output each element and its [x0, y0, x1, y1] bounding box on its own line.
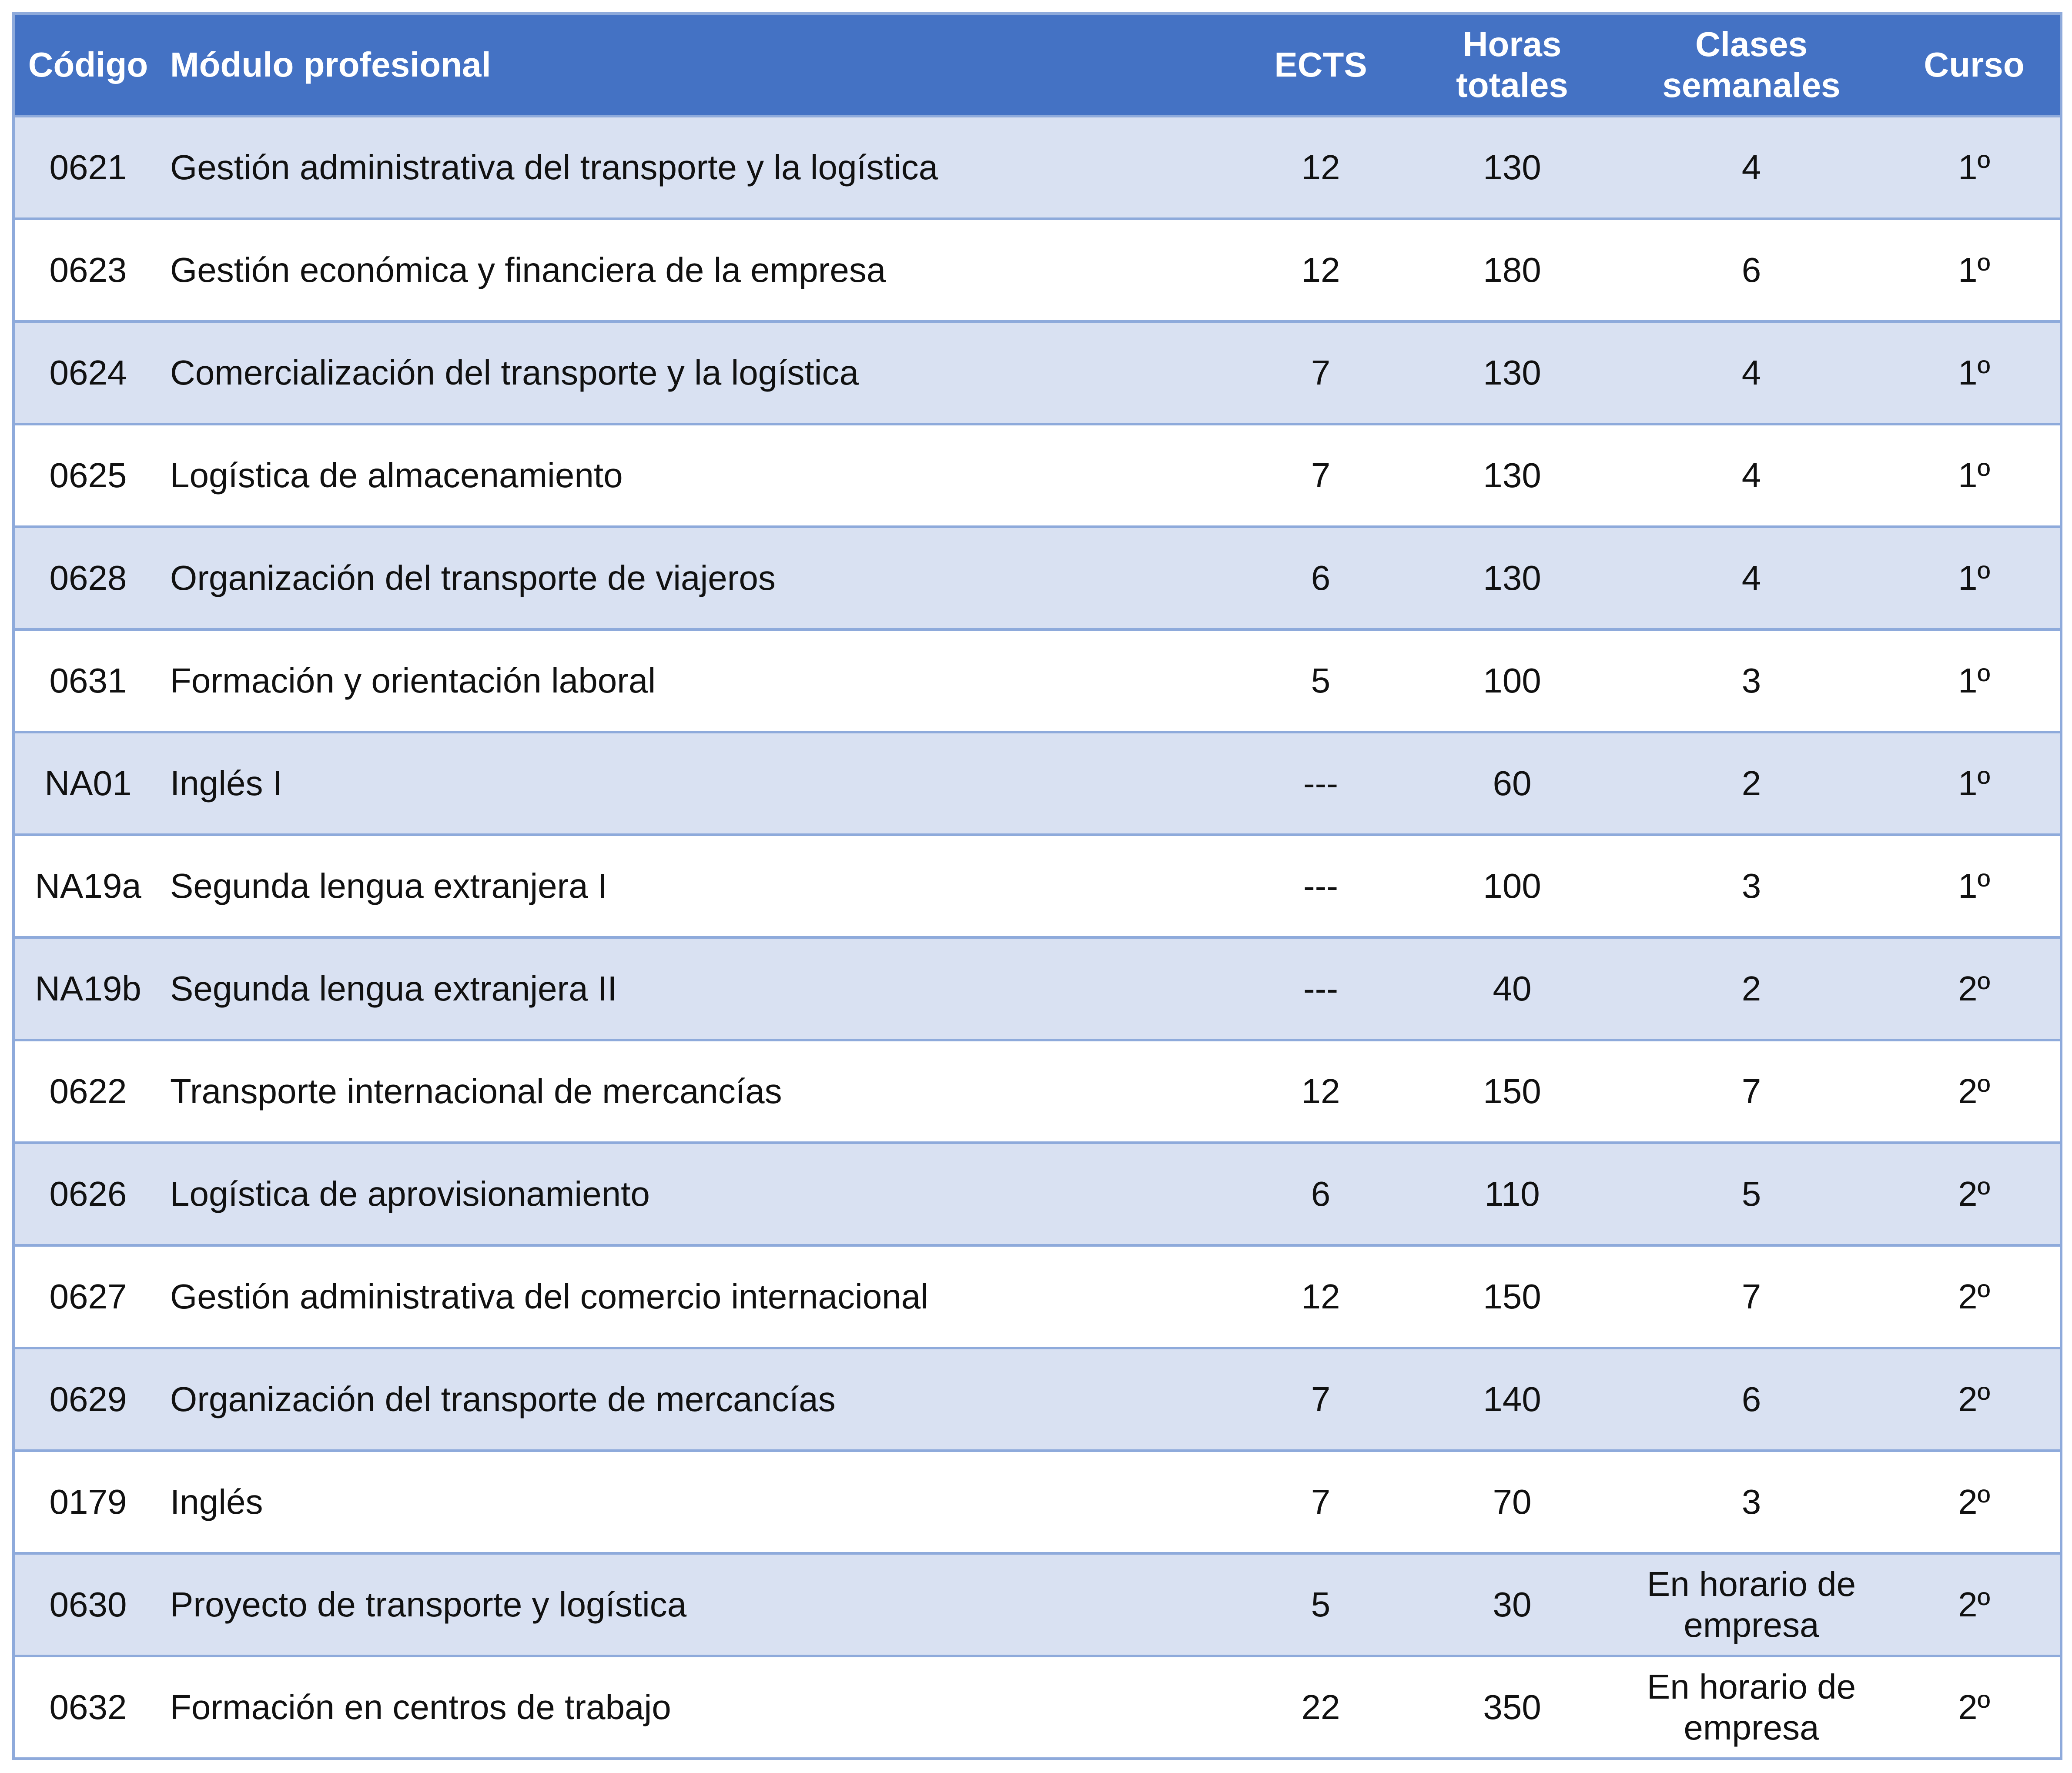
cell-ects: 5 — [1232, 629, 1410, 732]
cell-ects: 12 — [1232, 219, 1410, 321]
cell-curso: 1º — [1888, 116, 2061, 219]
cell-ects: 7 — [1232, 1451, 1410, 1553]
table-row — [13, 1553, 2061, 1656]
cell-module: Transporte internacional de mercancías — [161, 1040, 1232, 1143]
table-row — [13, 835, 2061, 937]
header-module: Módulo profesional — [161, 13, 1232, 116]
cell-code: NA19b — [13, 937, 161, 1040]
cell-module: Gestión administrativa del comercio internacional — [161, 1245, 1232, 1348]
cell-module: Proyecto de transporte y logística — [161, 1553, 1232, 1656]
cell-ects: 6 — [1232, 1143, 1410, 1245]
cell-code: 0622 — [13, 1040, 161, 1143]
cell-clases: 3 — [1614, 1451, 1888, 1553]
cell-curso: 1º — [1888, 732, 2061, 835]
cell-module: Formación en centros de trabajo — [161, 1656, 1232, 1759]
cell-clases: 4 — [1614, 116, 1888, 219]
table-row — [13, 1143, 2061, 1245]
cell-ects: 12 — [1232, 116, 1410, 219]
table-header — [13, 13, 2061, 116]
cell-code: 0626 — [13, 1143, 161, 1245]
cell-ects: 12 — [1232, 1245, 1410, 1348]
cell-module: Segunda lengua extranjera I — [161, 835, 1232, 937]
cell-clases: 2 — [1614, 732, 1888, 835]
cell-horas: 130 — [1410, 527, 1614, 629]
cell-clases: 3 — [1614, 629, 1888, 732]
table-row — [13, 321, 2061, 424]
cell-clases: 7 — [1614, 1245, 1888, 1348]
cell-horas: 130 — [1410, 321, 1614, 424]
cell-curso: 2º — [1888, 1553, 2061, 1656]
cell-code: 0625 — [13, 424, 161, 527]
cell-horas: 130 — [1410, 116, 1614, 219]
header-horas: Horas totales — [1410, 13, 1614, 116]
cell-horas: 140 — [1410, 1348, 1614, 1451]
modules-table-container — [12, 12, 2060, 1759]
cell-ects: 22 — [1232, 1656, 1410, 1759]
cell-horas: 180 — [1410, 219, 1614, 321]
cell-code: 0629 — [13, 1348, 161, 1451]
cell-horas: 150 — [1410, 1245, 1614, 1348]
table-row — [13, 1348, 2061, 1451]
cell-code: 0621 — [13, 116, 161, 219]
table-row — [13, 1040, 2061, 1143]
table-row — [13, 1245, 2061, 1348]
cell-curso: 2º — [1888, 1656, 2061, 1759]
cell-horas: 70 — [1410, 1451, 1614, 1553]
cell-ects: --- — [1232, 732, 1410, 835]
cell-module: Inglés I — [161, 732, 1232, 835]
cell-horas: 100 — [1410, 629, 1614, 732]
cell-ects: --- — [1232, 835, 1410, 937]
cell-clases: 4 — [1614, 321, 1888, 424]
cell-code: NA19a — [13, 835, 161, 937]
cell-horas: 30 — [1410, 1553, 1614, 1656]
cell-horas: 100 — [1410, 835, 1614, 937]
cell-clases: En horario de empresa — [1614, 1553, 1888, 1656]
cell-curso: 1º — [1888, 424, 2061, 527]
cell-code: 0623 — [13, 219, 161, 321]
cell-ects: 7 — [1232, 321, 1410, 424]
header-clases: Clases semanales — [1614, 13, 1888, 116]
cell-code: 0624 — [13, 321, 161, 424]
cell-code: 0630 — [13, 1553, 161, 1656]
cell-code: 0627 — [13, 1245, 161, 1348]
cell-curso: 2º — [1888, 1451, 2061, 1553]
cell-clases: 6 — [1614, 219, 1888, 321]
cell-code: 0632 — [13, 1656, 161, 1759]
cell-ects: 6 — [1232, 527, 1410, 629]
cell-code: 0631 — [13, 629, 161, 732]
cell-curso: 2º — [1888, 1245, 2061, 1348]
table-row — [13, 732, 2061, 835]
cell-clases: 3 — [1614, 835, 1888, 937]
cell-curso: 1º — [1888, 527, 2061, 629]
cell-horas: 150 — [1410, 1040, 1614, 1143]
cell-code: NA01 — [13, 732, 161, 835]
cell-clases: 2 — [1614, 937, 1888, 1040]
cell-module: Comercialización del transporte y la logística — [161, 321, 1232, 424]
cell-horas: 60 — [1410, 732, 1614, 835]
table-row — [13, 219, 2061, 321]
cell-clases: 4 — [1614, 424, 1888, 527]
cell-ects: 7 — [1232, 424, 1410, 527]
table-body — [13, 116, 2061, 1759]
header-curso: Curso — [1888, 13, 2061, 116]
cell-module: Organización del transporte de viajeros — [161, 527, 1232, 629]
cell-curso: 2º — [1888, 937, 2061, 1040]
table-row — [13, 1451, 2061, 1553]
cell-horas: 110 — [1410, 1143, 1614, 1245]
table-row — [13, 116, 2061, 219]
cell-curso: 2º — [1888, 1040, 2061, 1143]
cell-ects: --- — [1232, 937, 1410, 1040]
cell-curso: 1º — [1888, 321, 2061, 424]
cell-module: Gestión económica y financiera de la empresa — [161, 219, 1232, 321]
cell-module: Gestión administrativa del transporte y la logística — [161, 116, 1232, 219]
cell-horas: 130 — [1410, 424, 1614, 527]
cell-module: Formación y orientación laboral — [161, 629, 1232, 732]
table-row — [13, 1656, 2061, 1759]
header-ects: ECTS — [1232, 13, 1410, 116]
cell-clases: 4 — [1614, 527, 1888, 629]
cell-code: 0628 — [13, 527, 161, 629]
cell-clases: 6 — [1614, 1348, 1888, 1451]
cell-curso: 1º — [1888, 219, 2061, 321]
cell-curso: 1º — [1888, 835, 2061, 937]
cell-code: 0179 — [13, 1451, 161, 1553]
cell-horas: 40 — [1410, 937, 1614, 1040]
cell-clases: 5 — [1614, 1143, 1888, 1245]
table-row — [13, 629, 2061, 732]
cell-module: Segunda lengua extranjera II — [161, 937, 1232, 1040]
cell-curso: 2º — [1888, 1348, 2061, 1451]
cell-curso: 2º — [1888, 1143, 2061, 1245]
cell-ects: 12 — [1232, 1040, 1410, 1143]
cell-ects: 5 — [1232, 1553, 1410, 1656]
table-row — [13, 527, 2061, 629]
cell-module: Organización del transporte de mercancías — [161, 1348, 1232, 1451]
cell-horas: 350 — [1410, 1656, 1614, 1759]
table-row — [13, 424, 2061, 527]
cell-module: Inglés — [161, 1451, 1232, 1553]
cell-curso: 1º — [1888, 629, 2061, 732]
cell-module: Logística de aprovisionamiento — [161, 1143, 1232, 1245]
header-row — [13, 13, 2061, 116]
header-code: Código — [13, 13, 161, 116]
modules-table — [12, 12, 2062, 1760]
cell-ects: 7 — [1232, 1348, 1410, 1451]
cell-clases: En horario de empresa — [1614, 1656, 1888, 1759]
cell-module: Logística de almacenamiento — [161, 424, 1232, 527]
table-row — [13, 937, 2061, 1040]
cell-clases: 7 — [1614, 1040, 1888, 1143]
